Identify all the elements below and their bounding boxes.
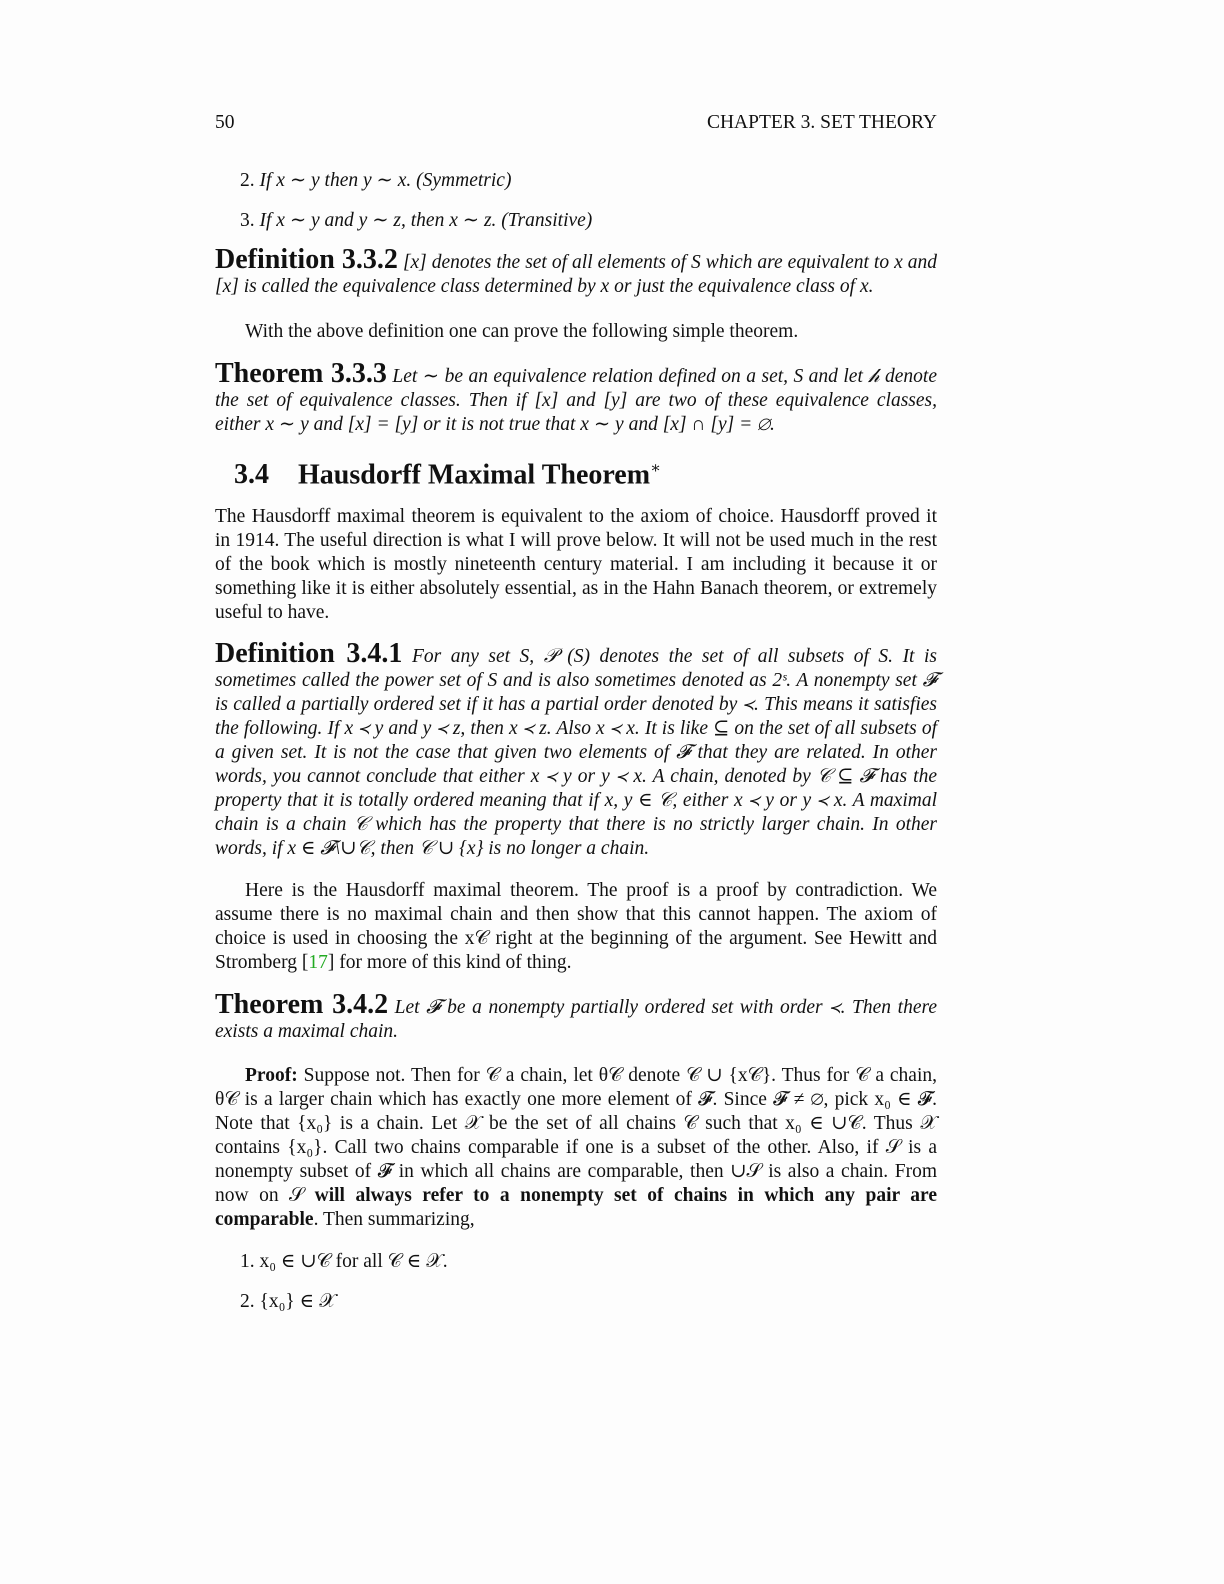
list-text: If x ∼ y then y ∼ x. (Symmetric) [259,170,512,191]
page-header [215,112,937,134]
list-number: 2. [240,1291,255,1312]
list-number: 3. [240,210,255,231]
definition-label: Definition 3.3.2 [215,244,398,275]
paragraph-text-end: ] for more of this kind of thing. [327,952,572,973]
theorem-label: Theorem 3.3.3 [215,358,387,389]
list-item-symmetric [240,168,511,192]
list-number: 2. [240,170,255,191]
section-heading [234,458,661,491]
section-title: Hausdorff Maximal Theorem [298,459,651,491]
theorem-text: Let 𝓕 be a nonempty partially ordered set with order ≺. Then there exists a maximal chain. [215,997,937,1042]
proof-text: Suppose not. Then for 𝒞 a chain, let θ𝒞 denote 𝒞 ∪ {x𝒞}. Thus for 𝒞 a chain, θ𝒞 is a larger chain which has exactly one more element of 𝓕. Since 𝓕 ≠ ∅, pick x₀ ∈ 𝓕. Note that {x₀} is a chain. Let 𝒳 be the set of all chains 𝒞 such that x₀ ∈ ∪𝒞. Thus 𝒳 contains {x₀}. Call two chains comparable if one is a subset of the other. Also, if 𝒮 is a nonempty subset of 𝓕 in which all chains are comparable, then ∪𝒮 is also a chain. From now on 𝒮 [215,1065,937,1206]
definition-3-3-2 [215,244,938,299]
list-text: If x ∼ y and y ∼ z, then x ∼ z. (Transitive) [259,210,593,231]
list-text: {x₀} ∈ 𝒳 [259,1291,336,1312]
proof-label: Proof: [245,1065,298,1086]
theorem-3-4-2 [215,989,937,1044]
proof-bold-text: will always refer to a nonempty set of chains in which any pair are comparable [215,1185,937,1230]
list-item [240,1249,448,1273]
page-number: 50 [215,112,235,133]
proof [215,1064,937,1232]
theorem-text: Let ∼ be an equivalence relation defined on a set, S and let 𝒽 denote the set of equivalence classes. Then if [x] and [y] are two of these equivalence classes, either x ∼ y and [x] = [y] or it is not true that x ∼ y and [x] ∩ [y] = ∅. [215,366,937,435]
paragraph: With the above definition one can prove the following simple theorem. [245,321,799,342]
proof-text-end: . Then summarizing, [313,1209,475,1230]
list-number: 1. [240,1251,255,1272]
list-text: x₀ ∈ ∪𝒞 for all 𝒞 ∈ 𝒳. [259,1251,448,1272]
paragraph-text: Here is the Hausdorff maximal theorem. The proof is a proof by contradiction. We assume there is no maximal chain and then show that this cannot happen. The axiom of choice is used in choosing the x𝒞 right at the beginning of the argument. See Hewitt and Stromberg [ [215,880,937,973]
definition-text: [x] denotes the set of all elements of S which are equivalent to x and [x] is called the equivalence class determined by x or just the equivalence class of x. [215,252,938,297]
paragraph-intro: The Hausdorff maximal theorem is equivalent to the axiom of choice. Hausdorff proved it in 1914. The useful direction is what I will prove below. It will not be used much in the rest of the book which is mostly nineteenth century material. I am including it because it or something like it is either absolutely essential, as in the Hahn Banach theorem, or extremely useful to have. [215,506,937,623]
theorem-3-3-3 [215,358,937,437]
definition-3-4-1 [215,638,937,861]
chapter-title: CHAPTER 3. SET THEORY [706,112,937,133]
list-item-transitive [240,208,592,232]
list-item [240,1289,336,1313]
theorem-label: Theorem 3.4.2 [215,989,389,1020]
definition-text: For any set S, 𝒫 (S) denotes the set of all subsets of S. It is sometimes called the power set of S and is also sometimes denoted as 2ˢ. A nonempty set 𝓕 is called a partially ordered set if it has a partial order denoted by ≺. This means it satisfies the following. If x ≺ y and y ≺ z, then x ≺ z. Also x ≺ x. It is like ⊆ on the set of all subsets of a given set. It is not the case that given two elements of 𝓕 that they are related. In other words, you cannot conclude that either x ≺ y or y ≺ x. A chain, denoted by 𝒞 ⊆ 𝓕 has the property that it is totally ordered meaning that if x, y ∈ 𝒞, either x ≺ y or y ≺ x. A maximal chain is a chain 𝒞 which has the property that there is no strictly larger chain. In other words, if x ∈ 𝓕\∪𝒞, then 𝒞 ∪ {x} is no longer a chain. [215,646,937,859]
section-marker: ∗ [650,460,661,477]
section-number: 3.4 [234,459,269,491]
paragraph-hausdorff [215,879,937,975]
definition-label: Definition 3.4.1 [215,638,403,669]
citation-link[interactable]: 17 [308,952,328,973]
